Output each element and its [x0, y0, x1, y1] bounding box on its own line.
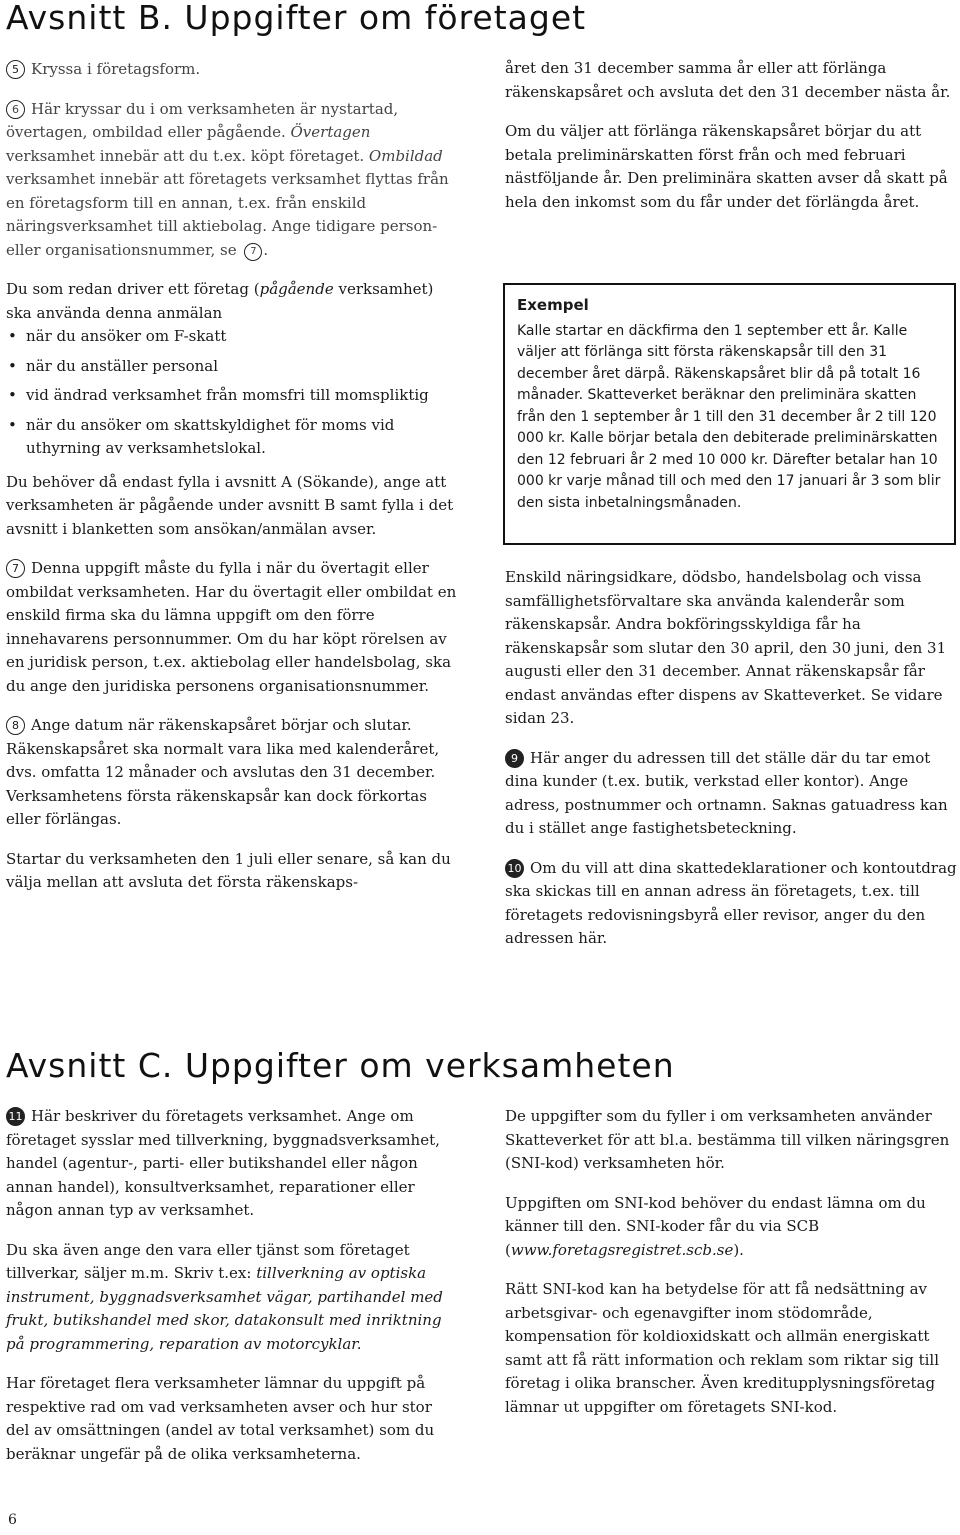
- item-5-paragraph: [6, 58, 458, 82]
- item-8-paragraph: 8 Ange datum när räkenskapsåret börjar och slutar. Räkenskapsåret ska normalt vara lika med kalenderåret, dvs. omfatta 12 månader och avslutas den 31 december. Verksamhetens första räkenskapsår kan dock förkortas eller förlängas.: [6, 716, 440, 828]
- section-b-right-column-lower: [505, 566, 957, 967]
- list-item: • när du anställer personal: [6, 355, 458, 379]
- item-10-number: 10: [505, 859, 524, 878]
- item-8-number: 8: [6, 716, 25, 735]
- continued-paragraph: året den 31 december samma år eller att förlänga räkenskapsåret och avsluta det den 31 december nästa år.: [505, 59, 951, 101]
- example-box: [503, 283, 956, 545]
- item-7-number: 7: [6, 559, 25, 578]
- list-item: • när du ansöker om skattskyldighet för moms vid uthyrning av verksamhetslokal.: [6, 414, 458, 461]
- example-title: Exempel: [517, 296, 589, 314]
- item-11-paragraph: 11 Här beskriver du företagets verksamhet. Ange om företaget sysslar med tillverkning, byggnadsverksamhet, handel (agentur-, parti- eller butikshandel eller någon annan handel), konsultverksamhet, reparationer eller någon annan typ av verksamhet.: [6, 1107, 440, 1219]
- sni-importance-paragraph: Rätt SNI-kod kan ha betydelse för att få nedsättning av arbetsgivar- och egenavgifter inom stödområde, kompensation för koldioxidskatt och allmän energiskatt samt att få rätt information och reklam som riktar sig till företag i olika branscher. Även kreditupplysningsföretag lämnar ut uppgifter om företagets SNI-kod.: [505, 1280, 939, 1416]
- multiple-activities-paragraph: Har företaget flera verksamheter lämnar du uppgift på respektive rad om vad verksamheten avser och hur stor del av omsättningen (andel av total verksamhet) som du beräknar ungefär på de olika verksamheterna.: [6, 1374, 435, 1463]
- item-6-number: 6: [6, 100, 25, 119]
- item-6-paragraph: 6 Här kryssar du i om verksamheten är nystartad, övertagen, ombildad eller pågående. Övertagen verksamhet innebär att du t.ex. köpt företaget. Ombildad verksamhet innebär att företagets verksamhet flyttas från en företagsform till en annan, t.ex. från enskild näringsverksamhet till aktiebolag. Ange tidigare person- eller organisationsnummer, se 7 .: [6, 99, 449, 259]
- item-5-number: 5: [6, 60, 25, 79]
- section-c-right-column: [505, 1105, 957, 1435]
- section-b-right-column: [505, 57, 957, 230]
- usage-list: [6, 325, 458, 461]
- only-fill-paragraph: Du behöver då endast fylla i avsnitt A (Sökande), ange att verksamheten är pågående under avsnitt B samt fylla i det avsnitt i blanketten som ansökan/anmälan avser.: [6, 472, 454, 538]
- list-item: • vid ändrad verksamhet från momsfri till momspliktig: [6, 384, 458, 408]
- ongoing-paragraph: Du som redan driver ett företag (pågående verksamhet) ska använda denna anmälan: [6, 280, 434, 322]
- item-9-number: 9: [505, 749, 524, 768]
- item-11-number: 11: [6, 1107, 25, 1126]
- section-b-left-column: [6, 58, 458, 911]
- item-9-paragraph: 9 Här anger du adressen till det ställe där du tar emot dina kunder (t.ex. butik, verkstad eller kontor). Ange adress, postnummer och ortnamn. Saknas gatuadress kan du i stället ange fastighetsbeteckning.: [505, 748, 948, 837]
- section-b-heading: Avsnitt B. Uppgifter om företaget: [6, 0, 587, 37]
- fiscal-year-paragraph: Enskild näringsidkare, dödsbo, handelsbolag och vissa samfällighetsförvaltare ska använda kalenderår som räkenskapsår. Andra bokföringsskyldiga får ha räkenskapsår som slutar den 30 april, den 30 juni, den 31 augusti eller den 31 december. Annat räkenskapsår får endast användas efter dispens av Skatteverket. Se vidare sidan 23.: [505, 568, 947, 727]
- sni-code-paragraph: Uppgiften om SNI-kod behöver du endast lämna om du känner till den. SNI-koder får du via SCB (www.foretagsregistret.scb.se).: [505, 1193, 926, 1259]
- start-date-paragraph: Startar du verksamheten den 1 juli eller senare, så kan du välja mellan att avsluta det första räkenskaps-: [6, 849, 451, 891]
- page-number: 6: [8, 1512, 17, 1528]
- extend-paragraph: Om du väljer att förlänga räkenskapsåret börjar du att betala preliminärskatten först från och med februari nästföljande år. Den preliminära skatten avser då skatt på hela den inkomst som du får under det förlängda året.: [505, 122, 948, 211]
- section-c-left-column: [6, 1105, 458, 1482]
- goods-paragraph: Du ska även ange den vara eller tjänst som företaget tillverkar, säljer m.m. Skriv t.ex: tillverkning av optiska instrument, byggnadsverksamhet vägar, partihandel med frukt, butikshandel med skor, datakonsult med inriktning på programmering, reparation av motorcyklar.: [6, 1240, 443, 1353]
- example-text: Kalle startar en däckfirma den 1 september ett år. Kalle väljer att förlänga sitt första räkenskapsår till den 31 december året därpå. Räkenskapsåret blir då på totalt 16 månader. Skatteverket beräknar den preliminära skatten från den 1 september år 1 till den 31 december år 2 till 120 000 kr. Kalle börjar betala den debiterade preliminärskatten den 12 februari år 2 med 10 000 kr. Därefter betalar han 10 000 kr varje månad till och med den 17 januari år 3 som blir den sista inbetalningsmånaden.: [517, 322, 941, 511]
- section-c-heading: Avsnitt C. Uppgifter om verksamheten: [6, 1046, 675, 1085]
- sni-usage-paragraph: De uppgifter som du fyller i om verksamheten använder Skatteverket för att bl.a. bestämma till vilken näringsgren (SNI-kod) verksamheten hör.: [505, 1107, 950, 1172]
- item-5-text: Kryssa i företagsform.: [31, 60, 201, 78]
- item-10-paragraph: 10 Om du vill att dina skattedeklarationer och kontoutdrag ska skickas till en annan adress än företagets, t.ex. till företagets redovisningsbyrå eller revisor, anger du den adressen här.: [505, 858, 957, 947]
- scb-link[interactable]: www.foretagsregistret.scb.se: [510, 1240, 734, 1259]
- item-7-paragraph: 7 Denna uppgift måste du fylla i när du övertagit eller ombildat verksamheten. Har du övertagit eller ombildat en enskild firma ska du lämna uppgift om den förre innehavarens personnummer. Om du har köpt rörelsen av en juridisk person, t.ex. aktiebolag eller handelsbolag, ska du ange den juridiska personens organisationsnummer.: [6, 559, 457, 695]
- list-item: • när du ansöker om F-skatt: [6, 325, 458, 349]
- item-7-reference: 7: [244, 243, 262, 261]
